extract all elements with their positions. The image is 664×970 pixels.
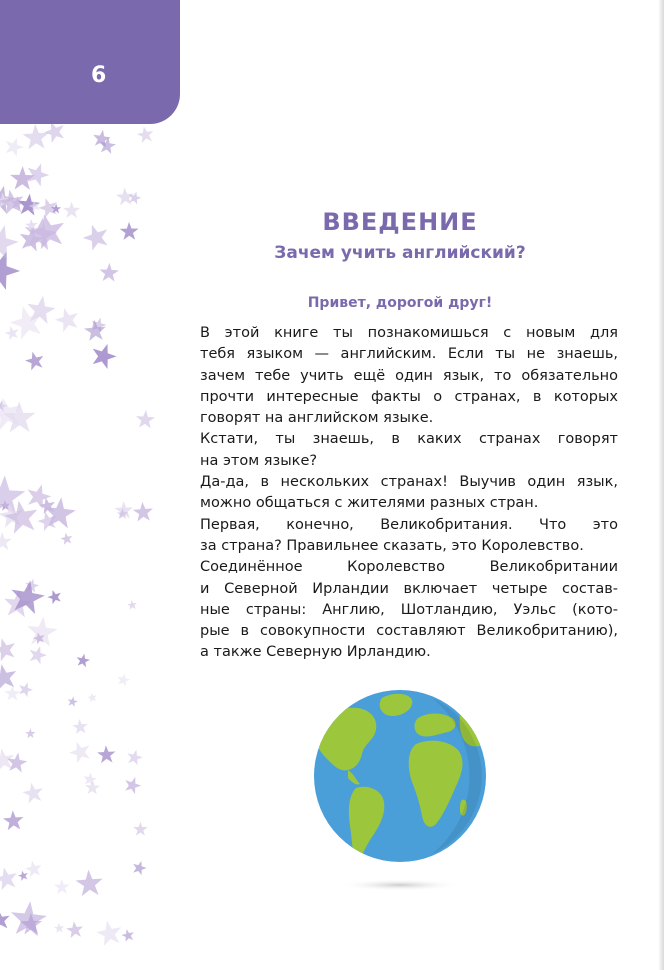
star-icon bbox=[132, 501, 153, 522]
star-icon bbox=[0, 635, 19, 662]
star-icon bbox=[65, 920, 84, 938]
star-icon bbox=[75, 652, 91, 667]
star-icon bbox=[27, 644, 49, 666]
star-icon bbox=[66, 738, 93, 765]
star-icon bbox=[24, 859, 43, 878]
text-line: и Северной Ирландии включает четыре состав- bbox=[200, 580, 618, 597]
star-icon bbox=[17, 869, 29, 881]
star-icon bbox=[16, 680, 34, 698]
star-icon bbox=[0, 221, 22, 262]
text-line: прочти интересные факты о странах, в которых bbox=[200, 388, 618, 405]
chapter-title: ВВЕДЕНИЕ bbox=[322, 208, 478, 236]
star-icon bbox=[3, 324, 20, 341]
star-icon bbox=[63, 202, 80, 218]
text-line: Кстати, ты знаешь, в каких странах говорят bbox=[200, 431, 618, 448]
star-icon bbox=[0, 908, 11, 930]
earth-globe-icon bbox=[312, 688, 488, 894]
paragraph-1 bbox=[200, 323, 618, 429]
star-icon bbox=[83, 319, 107, 342]
text-line: на этом языке? bbox=[200, 452, 318, 469]
star-icon bbox=[136, 125, 155, 144]
star-icon bbox=[116, 672, 131, 687]
star-icon bbox=[5, 751, 28, 773]
text-line: Соединённое Королевство Великобритании bbox=[200, 559, 618, 576]
text-line: ные страны: Англию, Шотландию, Уэльс (кото- bbox=[200, 601, 618, 618]
star-icon bbox=[60, 532, 74, 546]
star-icon bbox=[82, 771, 97, 786]
star-icon bbox=[75, 869, 104, 897]
text-line: В этой книге ты познакомишься с новым для bbox=[200, 325, 618, 341]
star-icon bbox=[2, 810, 24, 831]
text-line: зачем тебе учить ещё один язык, то обязательно bbox=[200, 367, 618, 384]
text-line: Да-да, в нескольких странах! Выучив один язык, bbox=[200, 474, 618, 491]
chapter-subtitle: Зачем учить английский? bbox=[274, 243, 526, 263]
paragraph-4 bbox=[200, 515, 618, 558]
page-edge-shadow bbox=[658, 0, 664, 970]
star-pattern-decoration bbox=[0, 124, 160, 970]
text-line: а также Северную Ирландию. bbox=[200, 644, 431, 661]
star-icon bbox=[131, 859, 149, 876]
star-icon bbox=[97, 745, 116, 763]
star-icon bbox=[4, 685, 20, 700]
star-icon bbox=[46, 588, 64, 605]
text-line: можно общаться с жителями разных стран. bbox=[200, 495, 539, 512]
body-text bbox=[200, 323, 618, 664]
page-number: 6 bbox=[91, 63, 107, 88]
star-icon bbox=[127, 599, 138, 609]
star-icon bbox=[87, 692, 98, 703]
star-icon bbox=[23, 349, 46, 371]
star-icon bbox=[88, 340, 119, 370]
star-icon bbox=[67, 696, 79, 708]
star-icon bbox=[125, 748, 144, 766]
star-icon bbox=[120, 928, 135, 943]
star-icon bbox=[72, 718, 89, 734]
star-icon bbox=[135, 409, 155, 428]
text-line: за страна? Правильнее сказать, это Королевство. bbox=[200, 537, 584, 554]
star-icon bbox=[0, 865, 20, 891]
star-icon bbox=[94, 918, 124, 947]
star-icon bbox=[21, 781, 45, 804]
greeting-heading: Привет, дорогой друг! bbox=[307, 295, 493, 311]
star-icon bbox=[0, 662, 19, 692]
star-icon bbox=[54, 879, 70, 894]
paragraph-5 bbox=[200, 557, 618, 663]
paragraph-2 bbox=[200, 429, 618, 472]
star-icon bbox=[54, 922, 65, 933]
star-icon bbox=[99, 262, 119, 281]
page-number-tab bbox=[0, 0, 180, 124]
star-icon bbox=[22, 124, 50, 150]
text-line: говорят на английском языке. bbox=[200, 410, 434, 427]
star-icon bbox=[80, 221, 112, 253]
star-icon bbox=[133, 822, 147, 836]
star-icon bbox=[0, 532, 12, 550]
text-line: тебя языком — английским. Если ты не знаешь, bbox=[200, 346, 618, 363]
star-icon bbox=[53, 305, 82, 334]
star-icon bbox=[120, 222, 139, 240]
star-icon bbox=[122, 774, 143, 795]
star-icon bbox=[2, 135, 26, 158]
text-line: рые в совокупности составляют Великобританию), bbox=[200, 623, 618, 640]
paragraph-3 bbox=[200, 472, 618, 515]
star-icon bbox=[25, 615, 58, 647]
star-icon bbox=[25, 728, 35, 738]
text-line: Первая, конечно, Великобритания. Что это bbox=[200, 516, 618, 533]
